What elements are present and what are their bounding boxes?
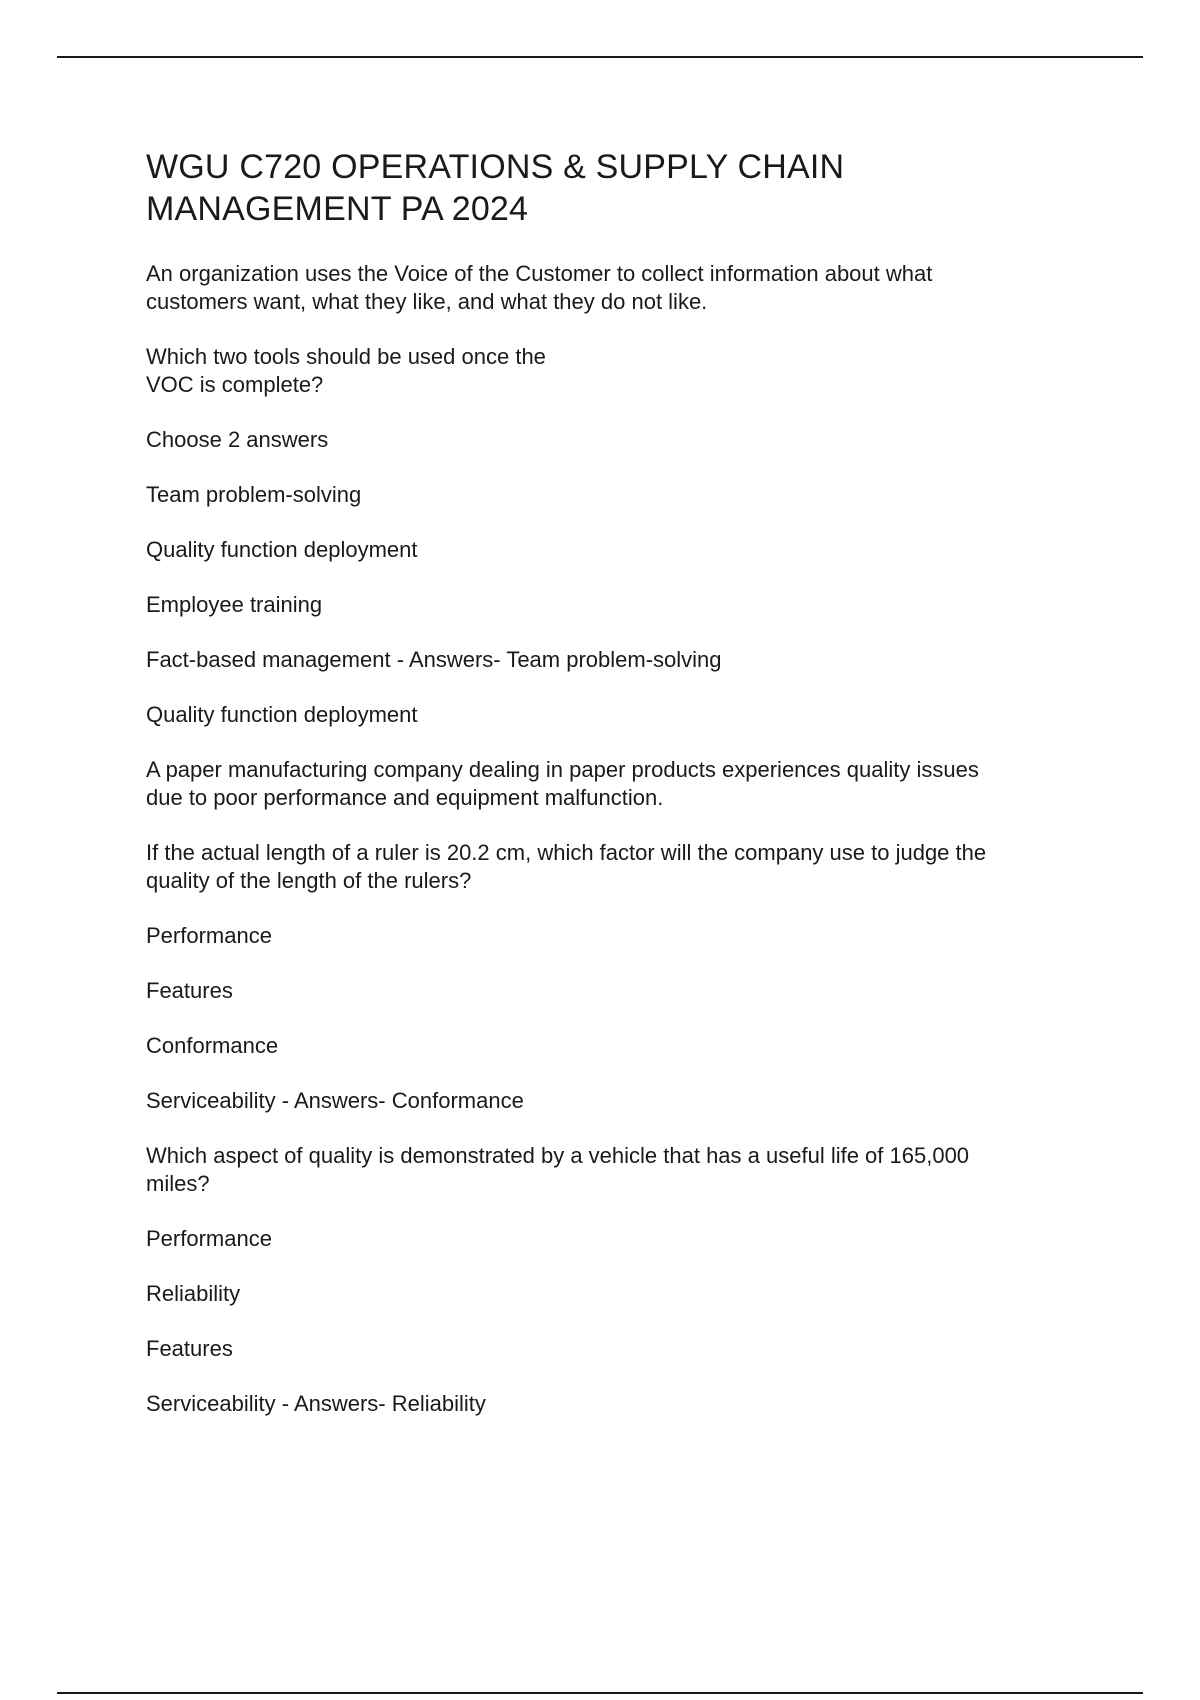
- question-2-option-answer: Serviceability - Answers- Conformance: [146, 1088, 524, 1113]
- question-1-answer-continued: Quality function deployment: [146, 702, 418, 727]
- question-3-prompt: Which aspect of quality is demonstrated by a vehicle that has a useful life of 165,000 miles?: [146, 1143, 970, 1196]
- document-body: [146, 146, 1086, 1445]
- question-1-option: Quality function deployment: [146, 537, 418, 562]
- question-2-stem: A paper manufacturing company dealing in paper products experiences quality issues due to poor performance and equipment malfunction.: [146, 757, 979, 810]
- question-2-option: Performance: [146, 923, 272, 948]
- question-1-option: Employee training: [146, 592, 323, 617]
- question-1-option-answer: Fact-based management - Answers- Team problem-solving: [146, 647, 722, 672]
- question-1-instruction: Choose 2 answers: [146, 427, 329, 452]
- question-3-option-answer: Serviceability - Answers- Reliability: [146, 1391, 486, 1416]
- question-3-option: Features: [146, 1336, 233, 1361]
- document-title: WGU C720 OPERATIONS & SUPPLY CHAIN MANAGEMENT PA 2024: [146, 148, 845, 228]
- question-3-option: Performance: [146, 1226, 272, 1251]
- question-1-prompt: Which two tools should be used once the VOC is complete?: [146, 344, 546, 397]
- top-rule: [57, 56, 1143, 58]
- bottom-rule: [57, 1692, 1143, 1694]
- question-2-option: Features: [146, 978, 233, 1003]
- question-2-option: Conformance: [146, 1033, 279, 1058]
- question-3-option: Reliability: [146, 1281, 241, 1306]
- question-1-stem: An organization uses the Voice of the Customer to collect information about what customers want, what they like, and what they do not like.: [146, 261, 933, 314]
- question-1-option: Team problem-solving: [146, 482, 362, 507]
- question-2-prompt: If the actual length of a ruler is 20.2 cm, which factor will the company use to judge the quality of the length of the rulers?: [146, 840, 987, 893]
